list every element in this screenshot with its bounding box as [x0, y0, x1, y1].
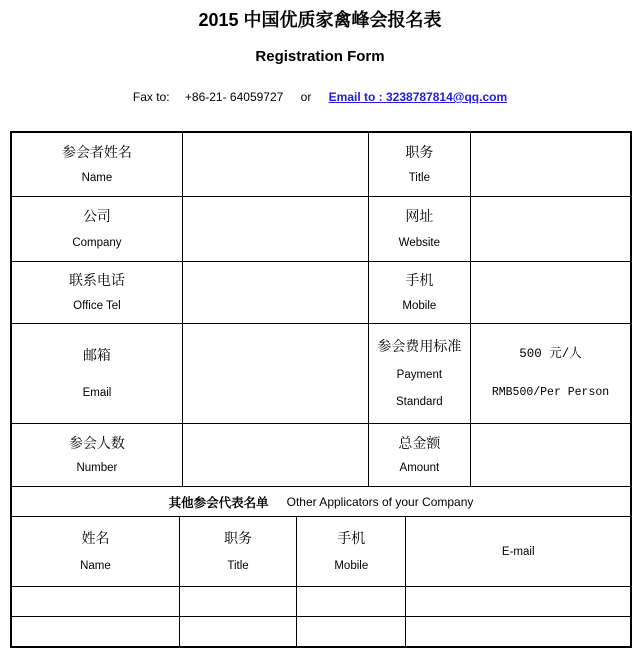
value-cell-fee: 500 元/人 RMB500/Per Person — [491, 347, 610, 399]
label-cell-title: 职务 Title — [369, 133, 471, 196]
email-link[interactable]: Email to : 3238787814@qq.com — [328, 90, 508, 104]
page-title: 2015 中国优质家禽峰会报名表 — [198, 10, 442, 30]
header-cell-title: 职务 Title — [180, 517, 297, 586]
entry-cell-name-2[interactable] — [12, 617, 180, 646]
label-cell-email: 邮箱 Email — [12, 324, 183, 423]
input-cell-email[interactable] — [183, 324, 369, 423]
header-cell-mobile: 手机 Mobile — [297, 517, 406, 586]
table-row — [12, 424, 630, 487]
page-subtitle: Registration Form — [255, 48, 385, 65]
input-cell-office-tel[interactable] — [183, 262, 369, 323]
table-row — [12, 262, 630, 324]
others-header-row — [12, 517, 630, 587]
others-entry-row — [12, 587, 630, 617]
table-row — [12, 197, 630, 262]
header-cell-email: E-mail — [501, 545, 535, 558]
input-cell-amount[interactable] — [471, 424, 630, 486]
header-cell-name: 姓名 Name — [12, 517, 180, 586]
entry-cell-name-1[interactable] — [12, 587, 180, 616]
entry-cell-title-2[interactable] — [180, 617, 297, 646]
label-cell-website: 网址 Website — [369, 197, 471, 261]
label-cell-payment-standard: 参会费用标准 Payment Standard — [369, 324, 471, 423]
input-cell-website[interactable] — [471, 197, 630, 261]
contact-line — [0, 90, 640, 105]
label-cell-office-tel: 联系电话 Office Tel — [12, 262, 183, 323]
entry-cell-email-1[interactable] — [406, 587, 630, 616]
fax-label: Fax to: — [132, 90, 170, 104]
entry-cell-mobile-2[interactable] — [297, 617, 406, 646]
label-cell-amount: 总金额 Amount — [369, 424, 471, 486]
other-applicators-section-header: 其他参会代表名单 Other Applicators of your Company — [12, 487, 630, 517]
entry-cell-title-1[interactable] — [180, 587, 297, 616]
input-cell-mobile[interactable] — [471, 262, 630, 323]
registration-table — [10, 131, 632, 648]
or-label: or — [300, 90, 312, 104]
entry-cell-email-2[interactable] — [406, 617, 630, 646]
entry-cell-mobile-1[interactable] — [297, 587, 406, 616]
input-cell-name[interactable] — [183, 133, 369, 196]
label-cell-company: 公司 Company — [12, 197, 183, 261]
label-cell-mobile: 手机 Mobile — [369, 262, 471, 323]
input-cell-company[interactable] — [183, 197, 369, 261]
label-cell-attendee-name: 参会者姓名 Name — [12, 133, 183, 196]
input-cell-number[interactable] — [183, 424, 369, 486]
fax-number: +86-21- 64059727 — [184, 90, 284, 104]
others-entry-row — [12, 617, 630, 646]
label-cell-number: 参会人数 Number — [12, 424, 183, 486]
table-row — [12, 133, 630, 197]
table-row — [12, 324, 630, 424]
input-cell-title[interactable] — [471, 133, 630, 196]
